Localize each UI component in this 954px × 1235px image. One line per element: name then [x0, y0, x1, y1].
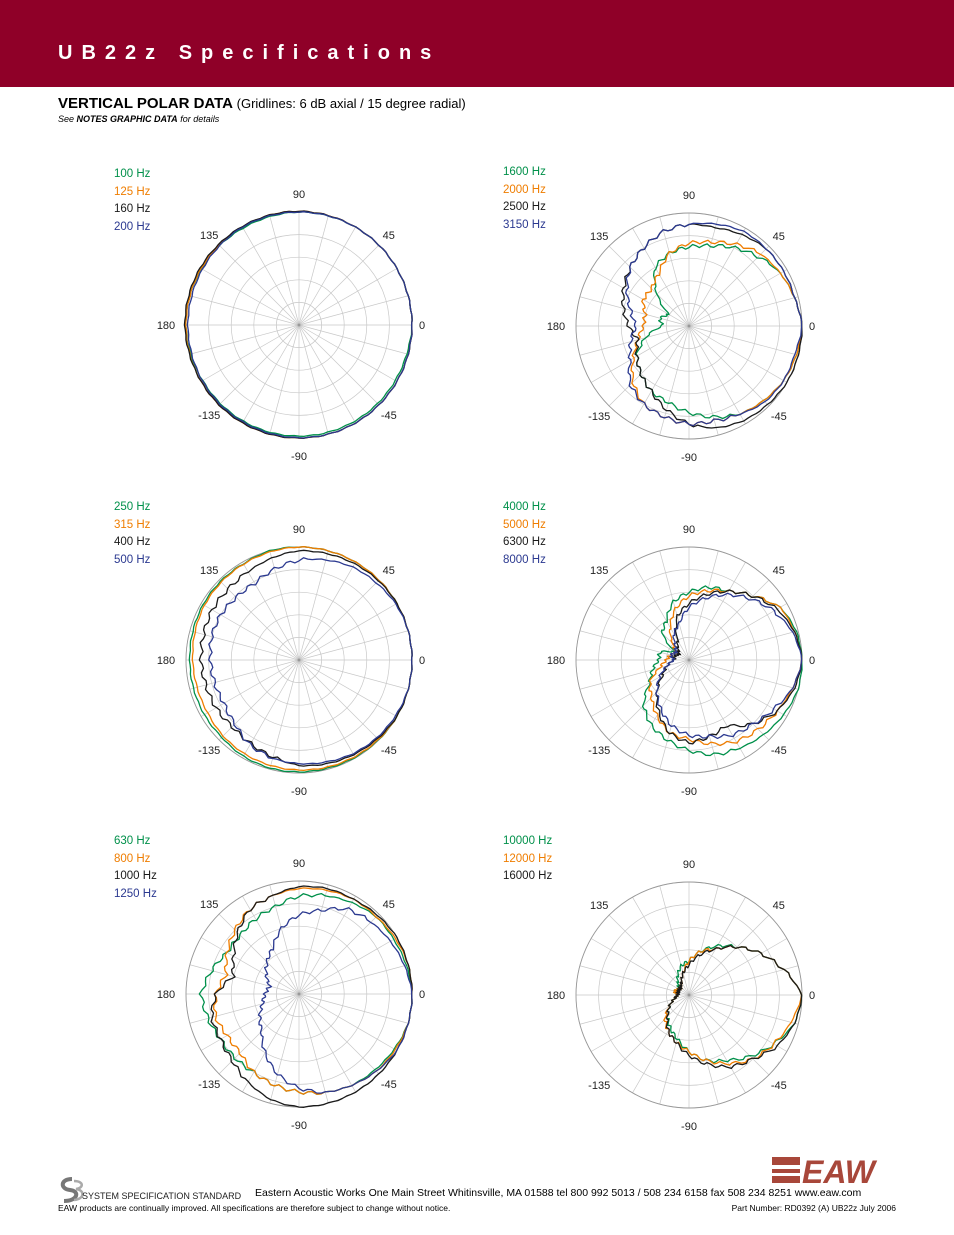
polar-plot-svg [126, 487, 472, 833]
grid-spoke [299, 660, 379, 740]
grid-spoke [689, 897, 746, 995]
grid-spoke [299, 580, 379, 660]
angle-label: -90 [291, 1120, 307, 1132]
eaw-logo-icon [770, 1153, 906, 1187]
grid-spoke [299, 896, 356, 994]
polar-chart-6 [516, 822, 862, 1168]
legend-item: 6300 Hz [503, 536, 546, 548]
grid-spoke [689, 966, 798, 995]
angle-label: 135 [590, 231, 609, 244]
grid-spoke [299, 325, 397, 382]
legend-item: 3150 Hz [503, 218, 546, 231]
series-line [209, 558, 412, 764]
angle-label: -135 [588, 744, 611, 757]
grid-spoke [299, 216, 328, 325]
polar-chart-5 [126, 821, 472, 1167]
polar-chart-1 [126, 152, 472, 498]
grid-spoke [689, 326, 746, 424]
grid-spoke [299, 296, 408, 325]
center-point [688, 325, 691, 328]
polar-chart-2 [516, 153, 862, 499]
angle-label: -45 [380, 409, 397, 422]
grid-spoke [660, 995, 689, 1104]
footer-address: Eastern Acoustic Works One Main Street Whitinsville, MA 01588 tel 800 992 5013 / 508 234 6158 fax 508 234 8251 www.eaw.com [255, 1187, 862, 1199]
grid-spoke [299, 660, 356, 758]
eaw-logo-text: EAW [802, 1154, 875, 1187]
grid-spoke [299, 660, 408, 689]
legend-item: 200 Hz [114, 220, 151, 233]
grid-spoke [299, 660, 397, 717]
grid-spoke [299, 660, 328, 769]
legend-item: 5000 Hz [503, 518, 546, 531]
legend-item: 160 Hz [114, 203, 151, 215]
series-line [636, 244, 802, 419]
grid-spoke [689, 660, 798, 689]
footer-part-number: Part Number: RD0392 (A) UB22z July 2006 [731, 1203, 896, 1213]
series-line [211, 886, 412, 1107]
note-prefix: See [58, 114, 77, 124]
section-note [58, 114, 219, 124]
angle-label: 45 [772, 231, 785, 244]
grid-spoke [190, 296, 299, 325]
angle-label: 0 [418, 655, 426, 667]
grid-spoke [660, 660, 689, 769]
angle-label: 135 [200, 230, 219, 243]
grid-spoke [689, 217, 718, 326]
angle-label: 0 [808, 990, 816, 1002]
grid-spoke [201, 325, 299, 382]
angle-label: -90 [681, 1121, 697, 1133]
angle-label: 135 [590, 900, 609, 913]
grid-spoke [660, 217, 689, 326]
angle-label: -45 [770, 410, 787, 423]
polar-plot-svg [516, 153, 862, 499]
series-line [649, 589, 802, 745]
grid-spoke [299, 551, 328, 660]
grid-spoke [609, 995, 689, 1075]
grid-spoke [299, 994, 356, 1092]
grid-spoke [219, 245, 299, 325]
angle-label: 135 [200, 899, 219, 912]
legend-item: 400 Hz [114, 536, 151, 548]
legend-item: 1600 Hz [503, 166, 546, 178]
grid-spoke [243, 994, 300, 1092]
grid-spoke [299, 914, 379, 994]
grid-spoke [299, 965, 408, 994]
grid-spoke [689, 270, 787, 327]
grid-spoke [243, 562, 300, 660]
legend-item: 12000 Hz [503, 852, 553, 865]
grid-spoke [689, 995, 746, 1093]
angle-label: -90 [291, 786, 307, 798]
grid-spoke [243, 227, 300, 325]
center-point [688, 659, 691, 662]
grid-spoke [660, 886, 689, 995]
angle-label: 180 [156, 655, 176, 667]
eaw-logo [770, 1153, 906, 1187]
angle-label: 135 [590, 565, 609, 578]
angle-label: 45 [382, 899, 395, 912]
angle-label: -45 [380, 1078, 397, 1091]
angle-label: 180 [546, 655, 566, 667]
angle-label: 90 [682, 190, 696, 202]
angle-label: 180 [156, 320, 176, 332]
angle-label: -135 [588, 1079, 611, 1092]
grid-spoke [190, 325, 299, 354]
angle-label: 0 [808, 655, 816, 667]
grid-spoke [201, 938, 299, 995]
grid-spoke [689, 326, 769, 406]
grid-spoke [190, 994, 299, 1023]
angle-label: -45 [770, 744, 787, 757]
angle-label: 45 [772, 900, 785, 913]
grid-spoke [609, 326, 689, 406]
section-title [58, 95, 466, 112]
angle-label: 180 [156, 989, 176, 1001]
angle-label: 90 [292, 858, 306, 870]
polar-plot-svg [126, 821, 472, 1167]
legend-item: 315 Hz [114, 518, 151, 531]
grid-spoke [591, 939, 689, 996]
grid-spoke [299, 938, 397, 995]
legend-item: 4000 Hz [503, 501, 546, 513]
center-point [688, 994, 691, 997]
grid-spoke [633, 897, 690, 995]
series-line [656, 590, 802, 744]
grid-spoke [689, 326, 787, 383]
grid-spoke [689, 995, 798, 1024]
grid-spoke [580, 297, 689, 326]
center-point [298, 324, 301, 327]
angle-label: 45 [382, 565, 395, 578]
legend-item: 10000 Hz [503, 835, 553, 847]
note-suffix: for details [177, 114, 220, 124]
polar-chart-3 [126, 487, 472, 833]
grid-spoke [689, 631, 798, 660]
grid-spoke [219, 325, 299, 405]
legend-item: 800 Hz [114, 852, 151, 865]
page-title: UB22z Specifications [58, 42, 441, 64]
grid-spoke [689, 604, 787, 661]
grid-spoke [270, 660, 299, 769]
center-point [298, 659, 301, 662]
footer-disclaimer: EAW products are continually improved. All specifications are therefore subject to change without notice. [58, 1203, 451, 1213]
grid-spoke [299, 885, 328, 994]
grid-spoke [219, 580, 299, 660]
angle-label: 180 [546, 990, 566, 1002]
angle-label: -45 [380, 744, 397, 757]
grid-spoke [201, 269, 299, 326]
note-bold: NOTES GRAPHIC DATA [76, 114, 178, 124]
grid-spoke [299, 562, 356, 660]
angle-label: -135 [198, 409, 221, 422]
grid-spoke [633, 228, 690, 326]
grid-spoke [219, 914, 299, 994]
grid-spoke [299, 227, 356, 325]
angle-label: -135 [198, 1078, 221, 1091]
legend-item: 2500 Hz [503, 201, 546, 213]
angle-label: 135 [200, 565, 219, 578]
grid-spoke [243, 325, 300, 423]
angle-label: -90 [291, 451, 307, 463]
grid-spoke [299, 994, 408, 1023]
legend-item: 250 Hz [114, 501, 151, 513]
angle-label: 90 [682, 859, 696, 871]
legend-item: 1000 Hz [114, 870, 157, 882]
grid-spoke [689, 562, 746, 660]
center-point [298, 993, 301, 996]
grid-spoke [633, 326, 690, 424]
grid-spoke [270, 325, 299, 434]
angle-label: -135 [588, 410, 611, 423]
grid-spoke [689, 995, 787, 1052]
grid-spoke [609, 246, 689, 326]
polar-plot-svg [516, 822, 862, 1168]
polar-chart-4 [516, 487, 862, 833]
grid-spoke [299, 994, 379, 1074]
grid-spoke [270, 994, 299, 1103]
angle-label: 0 [418, 320, 426, 332]
page-header [0, 0, 954, 87]
angle-label: 180 [546, 321, 566, 333]
grid-spoke [591, 660, 689, 717]
angle-label: 45 [772, 565, 785, 578]
grid-spoke [689, 551, 718, 660]
grid-spoke [689, 660, 787, 717]
grid-spoke [591, 270, 689, 327]
grid-spoke [591, 995, 689, 1052]
legend-item: 8000 Hz [503, 553, 546, 566]
grid-spoke [299, 325, 379, 405]
grid-spoke [299, 325, 328, 434]
angle-label: -45 [770, 1079, 787, 1092]
grid-spoke [299, 604, 397, 661]
grid-spoke [633, 562, 690, 660]
s3-logo-text: SYSTEM SPECIFICATION STANDARD [82, 1191, 242, 1201]
polar-plot-svg [126, 152, 472, 498]
legend-item: 630 Hz [114, 835, 151, 847]
grid-spoke [299, 631, 408, 660]
s3-logo [58, 1175, 248, 1203]
angle-label: 0 [808, 321, 816, 333]
angle-label: -135 [198, 744, 221, 757]
grid-spoke [299, 245, 379, 325]
grid-spoke [190, 631, 299, 660]
grid-spoke [689, 995, 718, 1104]
grid-spoke [299, 269, 397, 326]
grid-spoke [299, 325, 408, 354]
angle-label: 45 [382, 230, 395, 243]
grid-spoke [660, 326, 689, 435]
legend-item: 2000 Hz [503, 183, 546, 196]
grid-spoke [580, 660, 689, 689]
section-subtitle: (Gridlines: 6 dB axial / 15 degree radial) [236, 96, 466, 111]
grid-spoke [689, 939, 787, 996]
section-title-main: VERTICAL POLAR DATA [58, 95, 233, 112]
grid-spoke [689, 660, 769, 740]
legend-item: 125 Hz [114, 185, 151, 198]
grid-spoke [689, 297, 798, 326]
grid-spoke [689, 886, 718, 995]
polar-plot-svg [516, 487, 862, 833]
legend-item: 100 Hz [114, 168, 151, 180]
grid-spoke [299, 325, 356, 423]
grid-spoke [299, 994, 397, 1051]
grid-spoke [580, 966, 689, 995]
grid-spoke [299, 994, 328, 1103]
legend-item: 1250 Hz [114, 887, 157, 900]
s3-logo-icon [58, 1175, 248, 1203]
angle-label: 0 [418, 989, 426, 1001]
angle-label: -90 [681, 786, 697, 798]
grid-spoke [270, 216, 299, 325]
angle-label: 90 [292, 189, 306, 201]
grid-spoke [689, 326, 798, 355]
legend-item: 16000 Hz [503, 870, 553, 882]
angle-label: 90 [292, 524, 306, 536]
angle-label: -90 [681, 452, 697, 464]
legend-item: 500 Hz [114, 553, 151, 566]
grid-spoke [633, 660, 690, 758]
angle-label: 90 [682, 524, 696, 536]
grid-spoke [201, 604, 299, 661]
